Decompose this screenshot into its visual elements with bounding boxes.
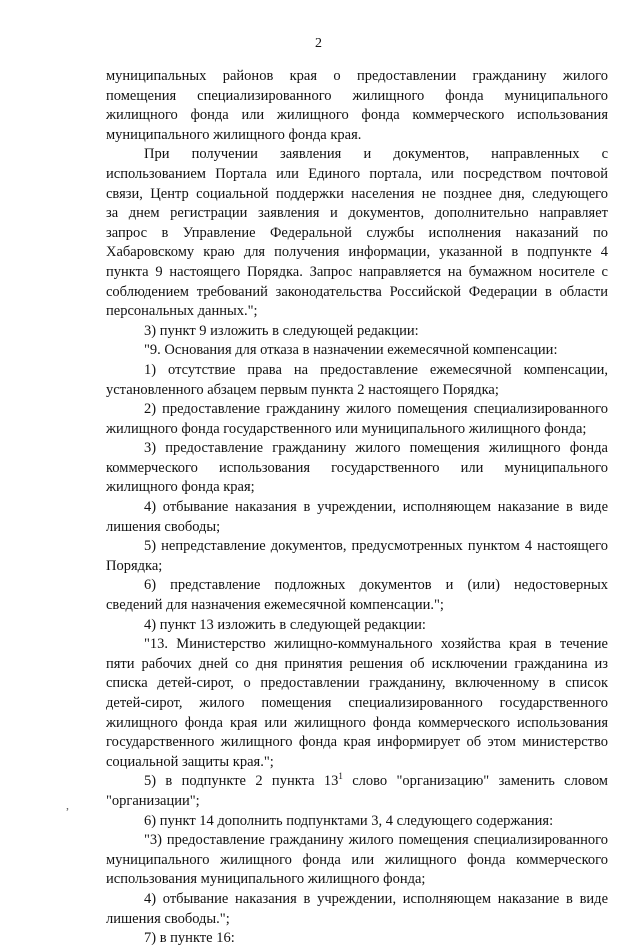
text-line: лишения свободы; [106,518,221,535]
text-line: персональных данных."; [106,303,258,320]
text-line: государственного жилищного фонда края информирует об этом министерство [106,734,608,751]
text-line: муниципального жилищного фонда края. [106,126,362,143]
text-line: использования муниципального жилищного фонда; [106,871,426,888]
text-line: 4) отбывание наказания в учреждении, исполняющем наказание в виде [144,890,608,907]
text-line: соблюдением требований законодательства Российской Федерации в области [106,283,608,300]
text-line: пяти рабочих дней со дня принятия решения об исключении гражданина из [106,655,608,672]
text-line: жилищного фонда государственного или муниципального жилищного фонда; [106,420,587,437]
text-line: 6) представление подложных документов и (или) недостоверных [144,577,608,594]
text-line: жилищного фонда или жилищного фонда коммерческого использования [106,107,608,124]
text-line: "организации"; [106,792,200,809]
text-line: 5) непредставление документов, предусмотренных пунктом 4 настоящего [144,538,608,555]
text-line: 2) предоставление гражданину жилого помещения специализированного [144,401,608,418]
text-line: Порядка; [106,557,163,574]
text-line: 7) в пункте 16: [144,930,235,947]
text-line: помещения специализированного жилищного фонда муниципального [106,87,608,104]
text-line: запрос в Управление Федеральной службы исполнения наказаний по [106,224,608,241]
text-line: сведений для назначения ежемесячной компенсации."; [106,597,444,614]
text-line: связи, Центр социальной поддержки населения не позднее дня, следующего [106,185,608,202]
text-line: 3) предоставление гражданину жилого помещения жилищного фонда [144,440,608,457]
text-line: лишения свободы."; [106,910,230,927]
text-line: детей-сирот, жилого помещения специализированного государственного [106,695,608,711]
margin-mark: , [66,798,69,812]
text-line: использованием Портала или Единого портала, или посредством почтовой [106,165,608,182]
text-line: списка детей-сирот, о предоставлении гражданину, включенному в список [106,675,608,692]
text-line: 5) в подпункте 2 пункта $13^1$ слово "организацию" заменить словом [144,771,608,790]
text-line: 4) отбывание наказания в учреждении, исполняющем наказание в виде [144,499,608,516]
text-line: 1) отсутствие права на предоставление ежемесячной компенсации, [144,361,608,378]
text-line: При получении заявления и документов, направленных с [144,146,608,163]
text-line: установленного абзацем первым пункта 2 настоящего Порядка; [106,381,499,398]
text-line: коммерческого использования государственного или муниципального [106,459,608,476]
text-line: Хабаровскому краю для получения информации, указанной в подпункте 4 [106,244,608,261]
superscript: 1 [338,771,343,782]
text-line: 4) пункт 13 изложить в следующей редакции: [144,616,426,633]
text-line: за днем регистрации заявления и документов, дополнительно направляет [106,205,608,222]
page-number: 2 [315,36,322,51]
text-line: социальной защиты края."; [106,753,274,770]
text-line: пункта 9 настоящего Порядка. Запрос направляется на бумажном носителе с [106,263,608,280]
document-body [106,67,608,949]
text-line: жилищного фонда края или жилищного фонда коммерческого использования [106,714,608,731]
text-line: муниципального жилищного фонда или жилищного фонда коммерческого [106,851,608,868]
text-line: муниципальных районов края о предоставлении гражданину жилого [106,68,608,84]
text-line: "3) предоставление гражданину жилого помещения специализированного [144,832,608,849]
text-line: 6) пункт 14 дополнить подпунктами 3, 4 следующего содержания: [144,812,554,829]
text-line: жилищного фонда края; [106,479,255,496]
text-line: "13. Министерство жилищно-коммунального хозяйства края в течение [144,636,608,653]
text-line: 3) пункт 9 изложить в следующей редакции: [144,322,419,339]
text-line: "9. Основания для отказа в назначении ежемесячной компенсации: [144,342,558,359]
